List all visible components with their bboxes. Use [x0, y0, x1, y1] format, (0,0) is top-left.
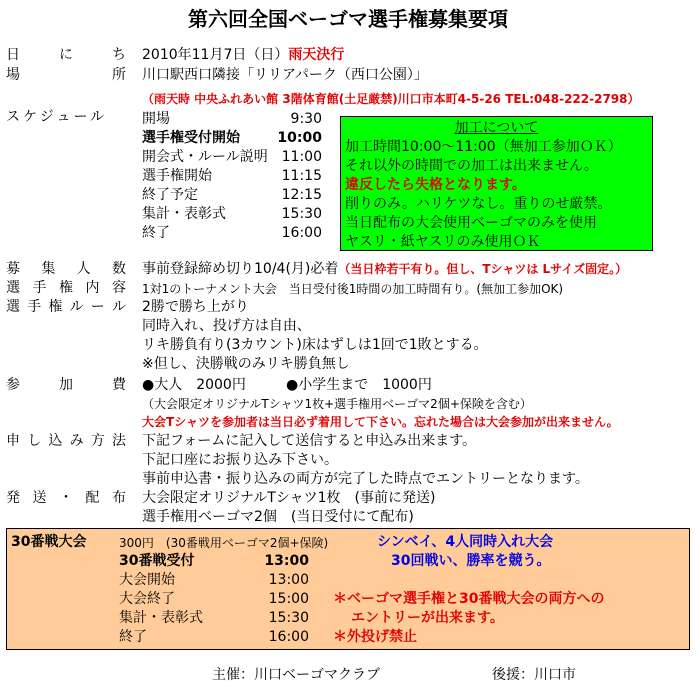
schedule-row: 選手権開始 11:15 [142, 168, 322, 184]
rule-line: 2勝で勝ち上がり [142, 299, 249, 315]
place-label: 場 所 [6, 67, 126, 83]
apply-line: 事前申込書・振り込みの両方が完了した時点でエントリーとなります。 [142, 471, 589, 487]
schedule-row: 選手権受付開始 10:00 [142, 130, 322, 146]
apply-line: 下記フォームに記入して送信すると申込み出来ます。 [142, 433, 477, 449]
fee-label: 参 加 費 [6, 377, 126, 393]
fee-warning: 大会Tシャツを参加者は当日必ず着用して下さい。忘れた場合は大会参加が出来ません。 [142, 415, 619, 429]
apply-lines [142, 432, 589, 489]
processing-line: 削りのみ。ハリケツなし。重りのせ厳禁。 [345, 196, 612, 212]
supporter: 後援：川口市 [492, 667, 576, 683]
organizer: 主催：川口ベーゴマクラブ [212, 667, 380, 683]
rule-line: ※但し、決勝戦のみリキ勝負無し [142, 356, 350, 372]
fee-adult: ●大人 2000円 [142, 377, 246, 393]
page-title: 第六回全国ベーゴマ選手権募集要項 [188, 7, 508, 31]
ship-lines [142, 489, 435, 527]
event30-headline: 30回戦い、勝率を競う。 [391, 553, 551, 569]
recruit-label: 募 集 人 数 [6, 261, 126, 277]
event30-note: ＊ベーゴマ選手権と30番戦大会の両方への [333, 591, 605, 607]
event30-schedule [119, 552, 309, 647]
content-value: 1対1のトーナメント大会 当日受付後1時間の加工時間有り。(無加工参加OK) [142, 282, 564, 296]
processing-box [340, 116, 653, 251]
event30-row: 30番戦受付 13:00 [119, 553, 309, 569]
event30-fee: 300円 (30番戦用ベーゴマ2個+保険) [119, 536, 329, 550]
processing-line: ヤスリ・紙ヤスリのみ使用ＯＫ [345, 234, 541, 250]
ship-line: 大会限定オリジナルTシャツ1枚 (事前に発送) [142, 490, 436, 506]
ship-line: 選手権用ベーゴマ2個 (当日受付にて配布) [142, 509, 414, 525]
event30-row: 集計・表彰式 15:30 [119, 610, 309, 626]
schedule-list [142, 110, 322, 243]
rules-label: 選 手 権 ル ー ル [6, 299, 126, 315]
place-value: 川口駅西口隣接「リリアパーク（西口公園）」 [142, 67, 428, 83]
event30-note: ＊外投げ禁止 [333, 629, 417, 645]
rain-notice: 雨天決行 [288, 47, 345, 63]
processing-header: 加工について [454, 120, 539, 136]
event30-box [6, 528, 690, 650]
event30-headline: シンベイ、4人同時入れ大会 [377, 534, 554, 550]
schedule-row: 開会式・ルール説明 11:00 [142, 149, 322, 165]
event30-row: 大会終了 15:00 [119, 591, 309, 607]
rules-lines [142, 298, 488, 374]
rule-line: リキ勝負有り(3カウント)床はずしは1回で1敗とする。 [142, 337, 488, 353]
recruit-value: 事前登録締め切り10/4(月)必着（当日枠若干有り。但し、Tシャツは Lサイズ固定。） [142, 261, 628, 277]
processing-line: 当日配布の大会使用ベーゴマのみを使用 [345, 215, 597, 231]
event30-note: エントリーが出来ます。 [351, 610, 504, 626]
content-label: 選 手 権 内 容 [6, 280, 126, 296]
schedule-row: 開場 9:30 [142, 111, 322, 127]
date-label: 日 に ち [6, 47, 126, 63]
processing-line: それ以外の時間での加工は出来ません。 [345, 158, 598, 174]
apply-label: 申 し 込 み 方 法 [6, 433, 126, 449]
processing-line: 加工時間10:00～11:00（無加工参加ＯＫ） [345, 139, 622, 155]
event30-row: 大会開始 13:00 [119, 572, 309, 588]
fee-child: ●小学生まで 1000円 [286, 377, 432, 393]
recruit-note: （当日枠若干有り。但し、Tシャツは Lサイズ固定。） [338, 262, 628, 276]
date-value: 2010年11月7日（日）雨天決行 [142, 47, 345, 63]
schedule-row: 終了予定 12:15 [142, 187, 322, 203]
processing-warning: 違反したら失格となります。 [345, 177, 526, 193]
ship-label: 発 送 ・ 配 布 [6, 490, 126, 506]
schedule-label: スケジュール [6, 109, 108, 125]
rule-line: 同時入れ、投げ方は自由、 [142, 318, 311, 334]
event30-label: 30番戦大会 [11, 534, 87, 550]
apply-line: 下記口座にお振り込み下さい。 [142, 452, 338, 468]
fee-includes: （大会限定オリジナルTシャツ1枚+選手権用ベーゴマ2個+保険を含む） [142, 397, 532, 411]
rain-venue-note: （雨天時 中央ふれあい館 3階体育館(土足厳禁)川口市本町4-5-26 TEL:048-222-2798） [142, 92, 640, 106]
schedule-row: 集計・表彰式 15:30 [142, 206, 322, 222]
schedule-row: 終了 16:00 [142, 225, 322, 241]
event30-row: 終了 16:00 [119, 629, 309, 645]
